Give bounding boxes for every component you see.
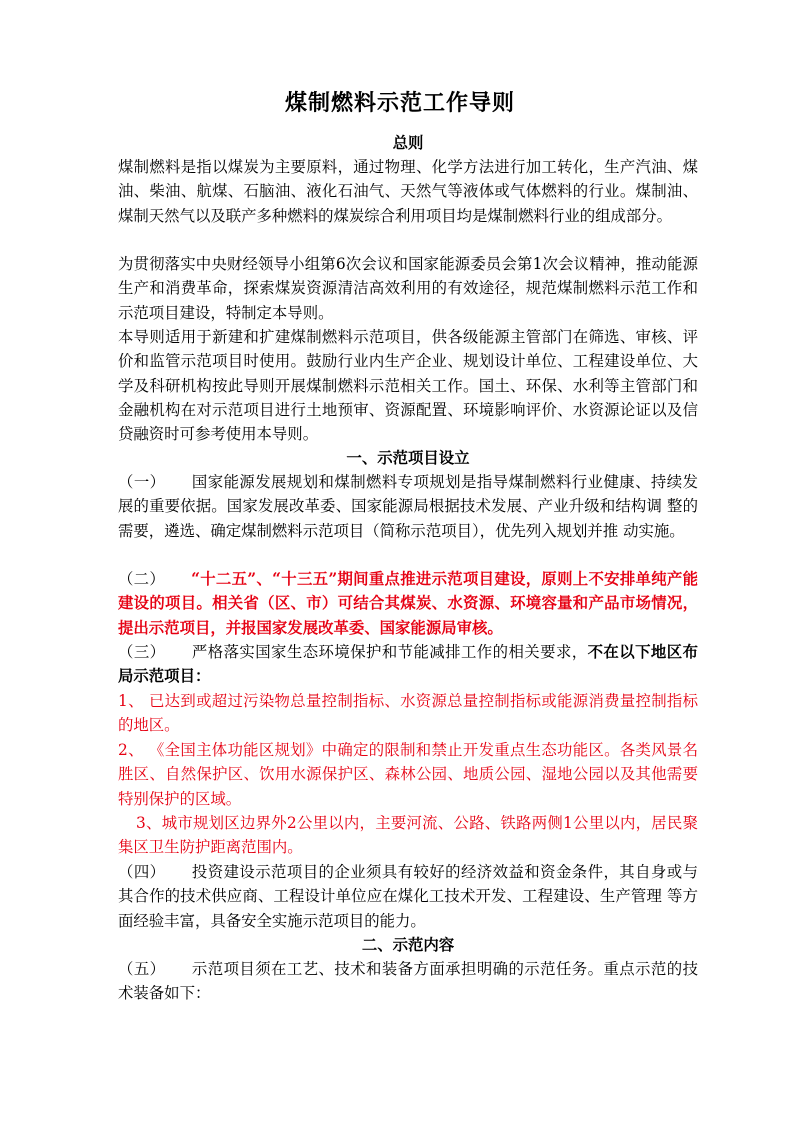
item-3-sub-1: 1、 已达到或超过污染物总量控制指标、水资源总量控制指标或能源消费量控制指标的地区。 [118, 692, 698, 735]
item-3-sub-2: 2、 《全国主体功能区规划》中确定的限制和禁止开发重点生态功能区。各类风景名胜区、自然保护区、饮用水源保护区、森林公园、地质公园、湿地公园以及其他需要特别保护的区域。 [118, 741, 698, 808]
item-4 [118, 860, 698, 933]
general-paragraph-2: 为贯彻落实中央财经领导小组第6次会议和国家能源委员会第1次会议精神，推动能源生产和消费革命，探索煤炭资源清洁高效利用的有效途径，规范煤制燃料示范工作和示范项目建设，特制定本导则。 [118, 255, 698, 322]
item-3-number: （三） [118, 643, 166, 661]
item-3 [118, 640, 698, 689]
item-1-number: （一） [118, 473, 166, 491]
item-2-text: “十二五”、“十三五”期间重点推进示范项目建设，原则上不安排单纯产能建设的项目。相关省（区、市）可结合其煤炭、水资源、环境容量和产品市场情况，提出示范项目，并报国家发展改革委、国家能源局审核。 [118, 570, 698, 637]
item-3-text: 严格落实国家生态环境保护和节能减排工作的相关要求， [191, 643, 588, 661]
section1-heading: 一、示范项目设立 [346, 449, 470, 467]
item-1-text: 国家能源发展规划和煤制燃料专项规划是指导煤制燃料行业健康、持续发 展的重要依据。国家发展改革委、国家能源局根据技术发展、产业升级和结构调 整的需要，遴选、确定煤制燃料示范项目（简称示范项目），优先列入规划并推 动实施。 [118, 473, 698, 540]
item-4-text: 投资建设示范项目的企业须具有较好的经济效益和资金条件，其自身或与 其合作的技术供应商、工程设计单位应在煤化工技术开发、工程建设、生产管理 等方面经验丰富，具备安全实施示范项目的能力。 [118, 863, 698, 930]
document-title: 煤制燃料示范工作导则 [284, 90, 515, 116]
item-5-number: （五） [118, 960, 166, 978]
item-3-sub-3-text: 3、城市规划区边界外2公里以内，主要河流、公路、铁路两侧1公里以内，居民聚集区卫生防护距离范围内。 [118, 814, 698, 857]
general-heading: 总则 [392, 134, 424, 152]
item-3-sub-3 [118, 811, 698, 860]
item-4-number: （四） [118, 863, 166, 881]
item-5 [118, 957, 698, 1006]
item-3-bold-text: 不在以下地区布 局示范项目： [118, 643, 698, 686]
general-paragraph-3: 本导则适用于新建和扩建煤制燃料示范项目，供各级能源主管部门在筛选、审核、评价和监管示范项目时使用。鼓励行业内生产企业、规划设计单位、工程建设单位、大学及科研机构按此导则开展煤制燃料示范相关工作。国土、环保、水利等主管部门和金融机构在对示范项目进行土地预审、资源配置、环境影响评价、水资源论证以及信贷融资时可参考使用本导则。 [118, 328, 698, 444]
item-1 [118, 470, 698, 543]
item-5-text: 示范项目须在工艺、技术和装备方面承担明确的示范任务。重点示范的技 术装备如下： [118, 960, 698, 1003]
general-paragraph-1: 煤制燃料是指以煤炭为主要原料，通过物理、化学方法进行加工转化，生产汽油、煤油、柴油、航煤、石脑油、液化石油气、天然气等液体或气体燃料的行业。煤制油、煤制天然气以及联产多种燃料的煤炭综合利用项目均是煤制燃料行业的组成部分。 [118, 158, 698, 225]
item-2 [118, 567, 698, 640]
item-2-number: （二） [118, 570, 166, 588]
section2-heading: 二、示范内容 [361, 936, 455, 954]
